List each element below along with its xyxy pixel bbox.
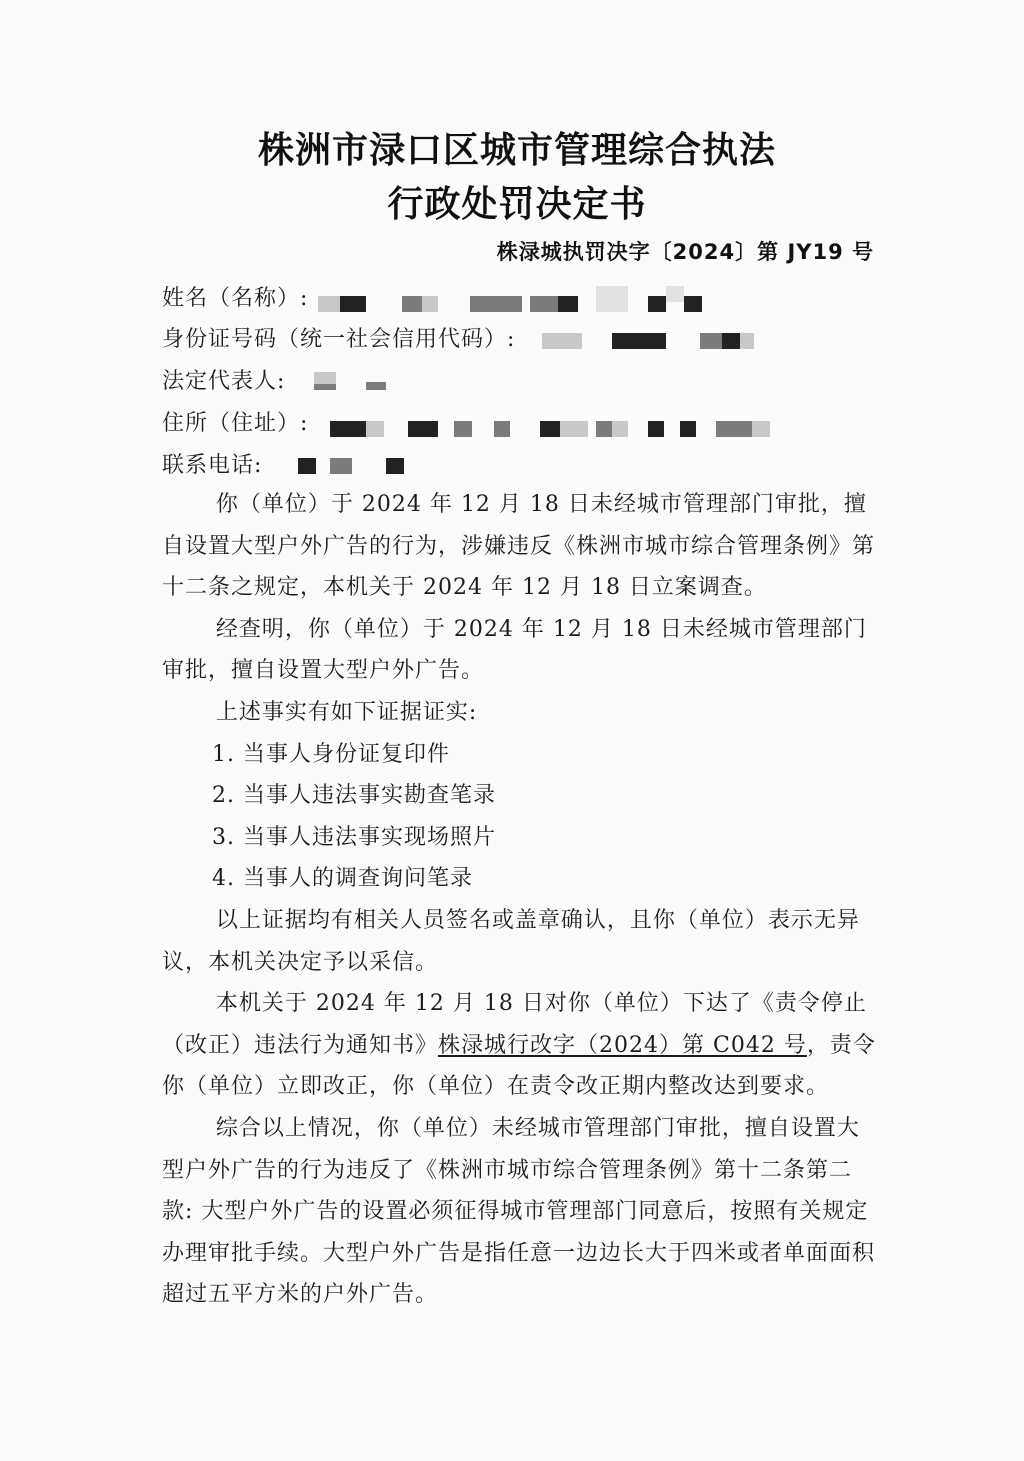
- paragraph-conclusion: 综合以上情况，你（单位）未经城市管理部门审批，擅自设置大型户外广告的行为违反了《株洲市城市综合管理条例》第十二条第二款: 大型户外广告的设置必须征得城市管理部门同意后，按照有关规定办理审批手续。大型户外广告是指任意一边边长大于四米或者单面面积超过五平方米的户外广告。: [162, 1115, 876, 1308]
- paragraph-case-filing: 你（单位）于 2024 年 12 月 18 日未经城市管理部门审批，擅自设置大型户外广告的行为，涉嫌违反《株洲市城市综合管理条例》第十二条之规定，本机关于 2024 年 12 月 18 日立案调查。: [162, 492, 876, 601]
- correction-notice-text-end: ，责令你（单位）立即改正，你（单位）在责令改正期内整改达到要求。: [162, 1032, 876, 1100]
- correction-notice-number: 株渌城行改字（2024）第 C042 号: [438, 1032, 807, 1058]
- evidence-item: 1. 当事人身份证复印件: [212, 741, 450, 767]
- name-label: 姓名（名称）:: [162, 286, 309, 311]
- paragraph-evidence-accepted: 以上证据均有相关人员签名或盖章确认，且你（单位）表示无异议，本机关决定予以采信。: [162, 907, 860, 975]
- paragraph-correction-notice: [162, 983, 878, 1108]
- evidence-item: 2. 当事人违法事实勘查笔录: [212, 783, 496, 809]
- document-number: 株渌城执罚决字〔2024〕第 JY19 号: [496, 240, 874, 264]
- paragraph-findings: 经查明，你（单位）于 2024 年 12 月 18 日未经城市管理部门审批，擅自设置大型户外广告。: [162, 616, 867, 684]
- paragraph-evidence-intro: 上述事实有如下证据证实:: [215, 699, 478, 725]
- id-number-label: 身份证号码（统一社会信用代码）:: [162, 327, 516, 352]
- document-title-line1: 株洲市渌口区城市管理综合执法: [257, 130, 776, 171]
- legal-representative-label: 法定代表人:: [162, 369, 286, 394]
- correction-notice-text: 本机关于 2024 年 12 月 18 日对你（单位）下达了《责令停止（改正）违法行为通知书》: [162, 991, 867, 1058]
- phone-label: 联系电话:: [162, 453, 263, 478]
- document-title-line2: 行政处罚决定书: [387, 184, 647, 225]
- evidence-item: 4. 当事人的调查询问笔录: [212, 866, 473, 892]
- evidence-item: 3. 当事人违法事实现场照片: [212, 824, 496, 850]
- document-body: [162, 484, 878, 1316]
- address-label: 住所（住址）:: [162, 411, 309, 436]
